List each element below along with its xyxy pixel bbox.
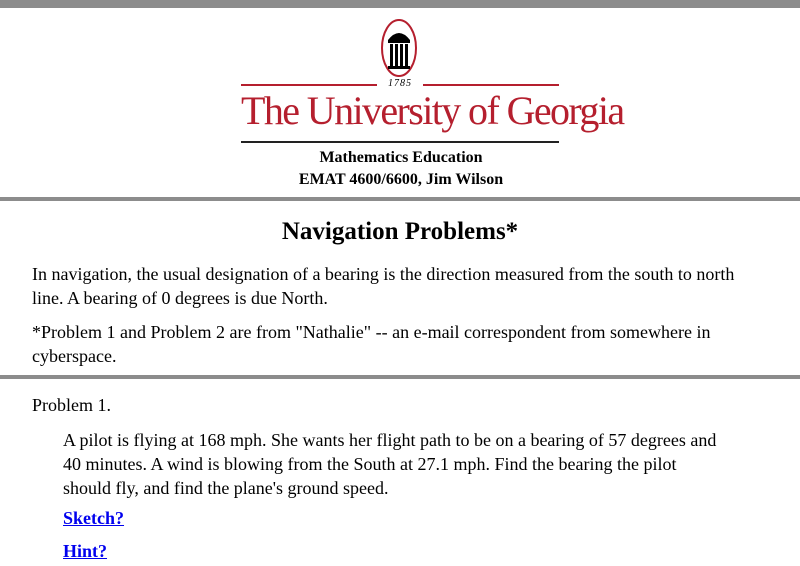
hint-link[interactable]: Hint? <box>63 541 108 561</box>
page-title: Navigation Problems* <box>281 218 519 245</box>
source-note: *Problem 1 and Problem 2 are from "Nathalie" -- an e-mail correspondent from somewhere in cyberspace. <box>32 322 711 366</box>
logo-line-right <box>423 84 559 86</box>
problem-1-text: A pilot is flying at 168 mph. She wants her flight path to be on a bearing of 57 degrees and 40 minutes. A wind is blowing from the South at 27.1 mph. Find the bearing the pilot should fly, and find the plane's ground speed. <box>63 430 717 498</box>
intro-paragraph: In navigation, the usual designation of a bearing is the direction measured from the south to north line. A bearing of 0 degrees is due North. <box>32 264 735 308</box>
department-name: Mathematics Education <box>319 149 483 166</box>
course-info: EMAT 4600/6600, Jim Wilson <box>298 171 504 188</box>
logo-year: 1785 <box>388 78 412 89</box>
arch-icon <box>379 18 419 78</box>
logo-underline <box>241 141 559 143</box>
sketch-link[interactable]: Sketch? <box>63 508 125 528</box>
problem-1-label: Problem 1. <box>32 395 111 415</box>
top-rule <box>0 0 800 8</box>
logo-line-left <box>241 84 377 86</box>
section-rule-2 <box>0 375 800 379</box>
section-rule-1 <box>0 197 800 201</box>
university-name: The University of Georgia <box>241 88 624 133</box>
